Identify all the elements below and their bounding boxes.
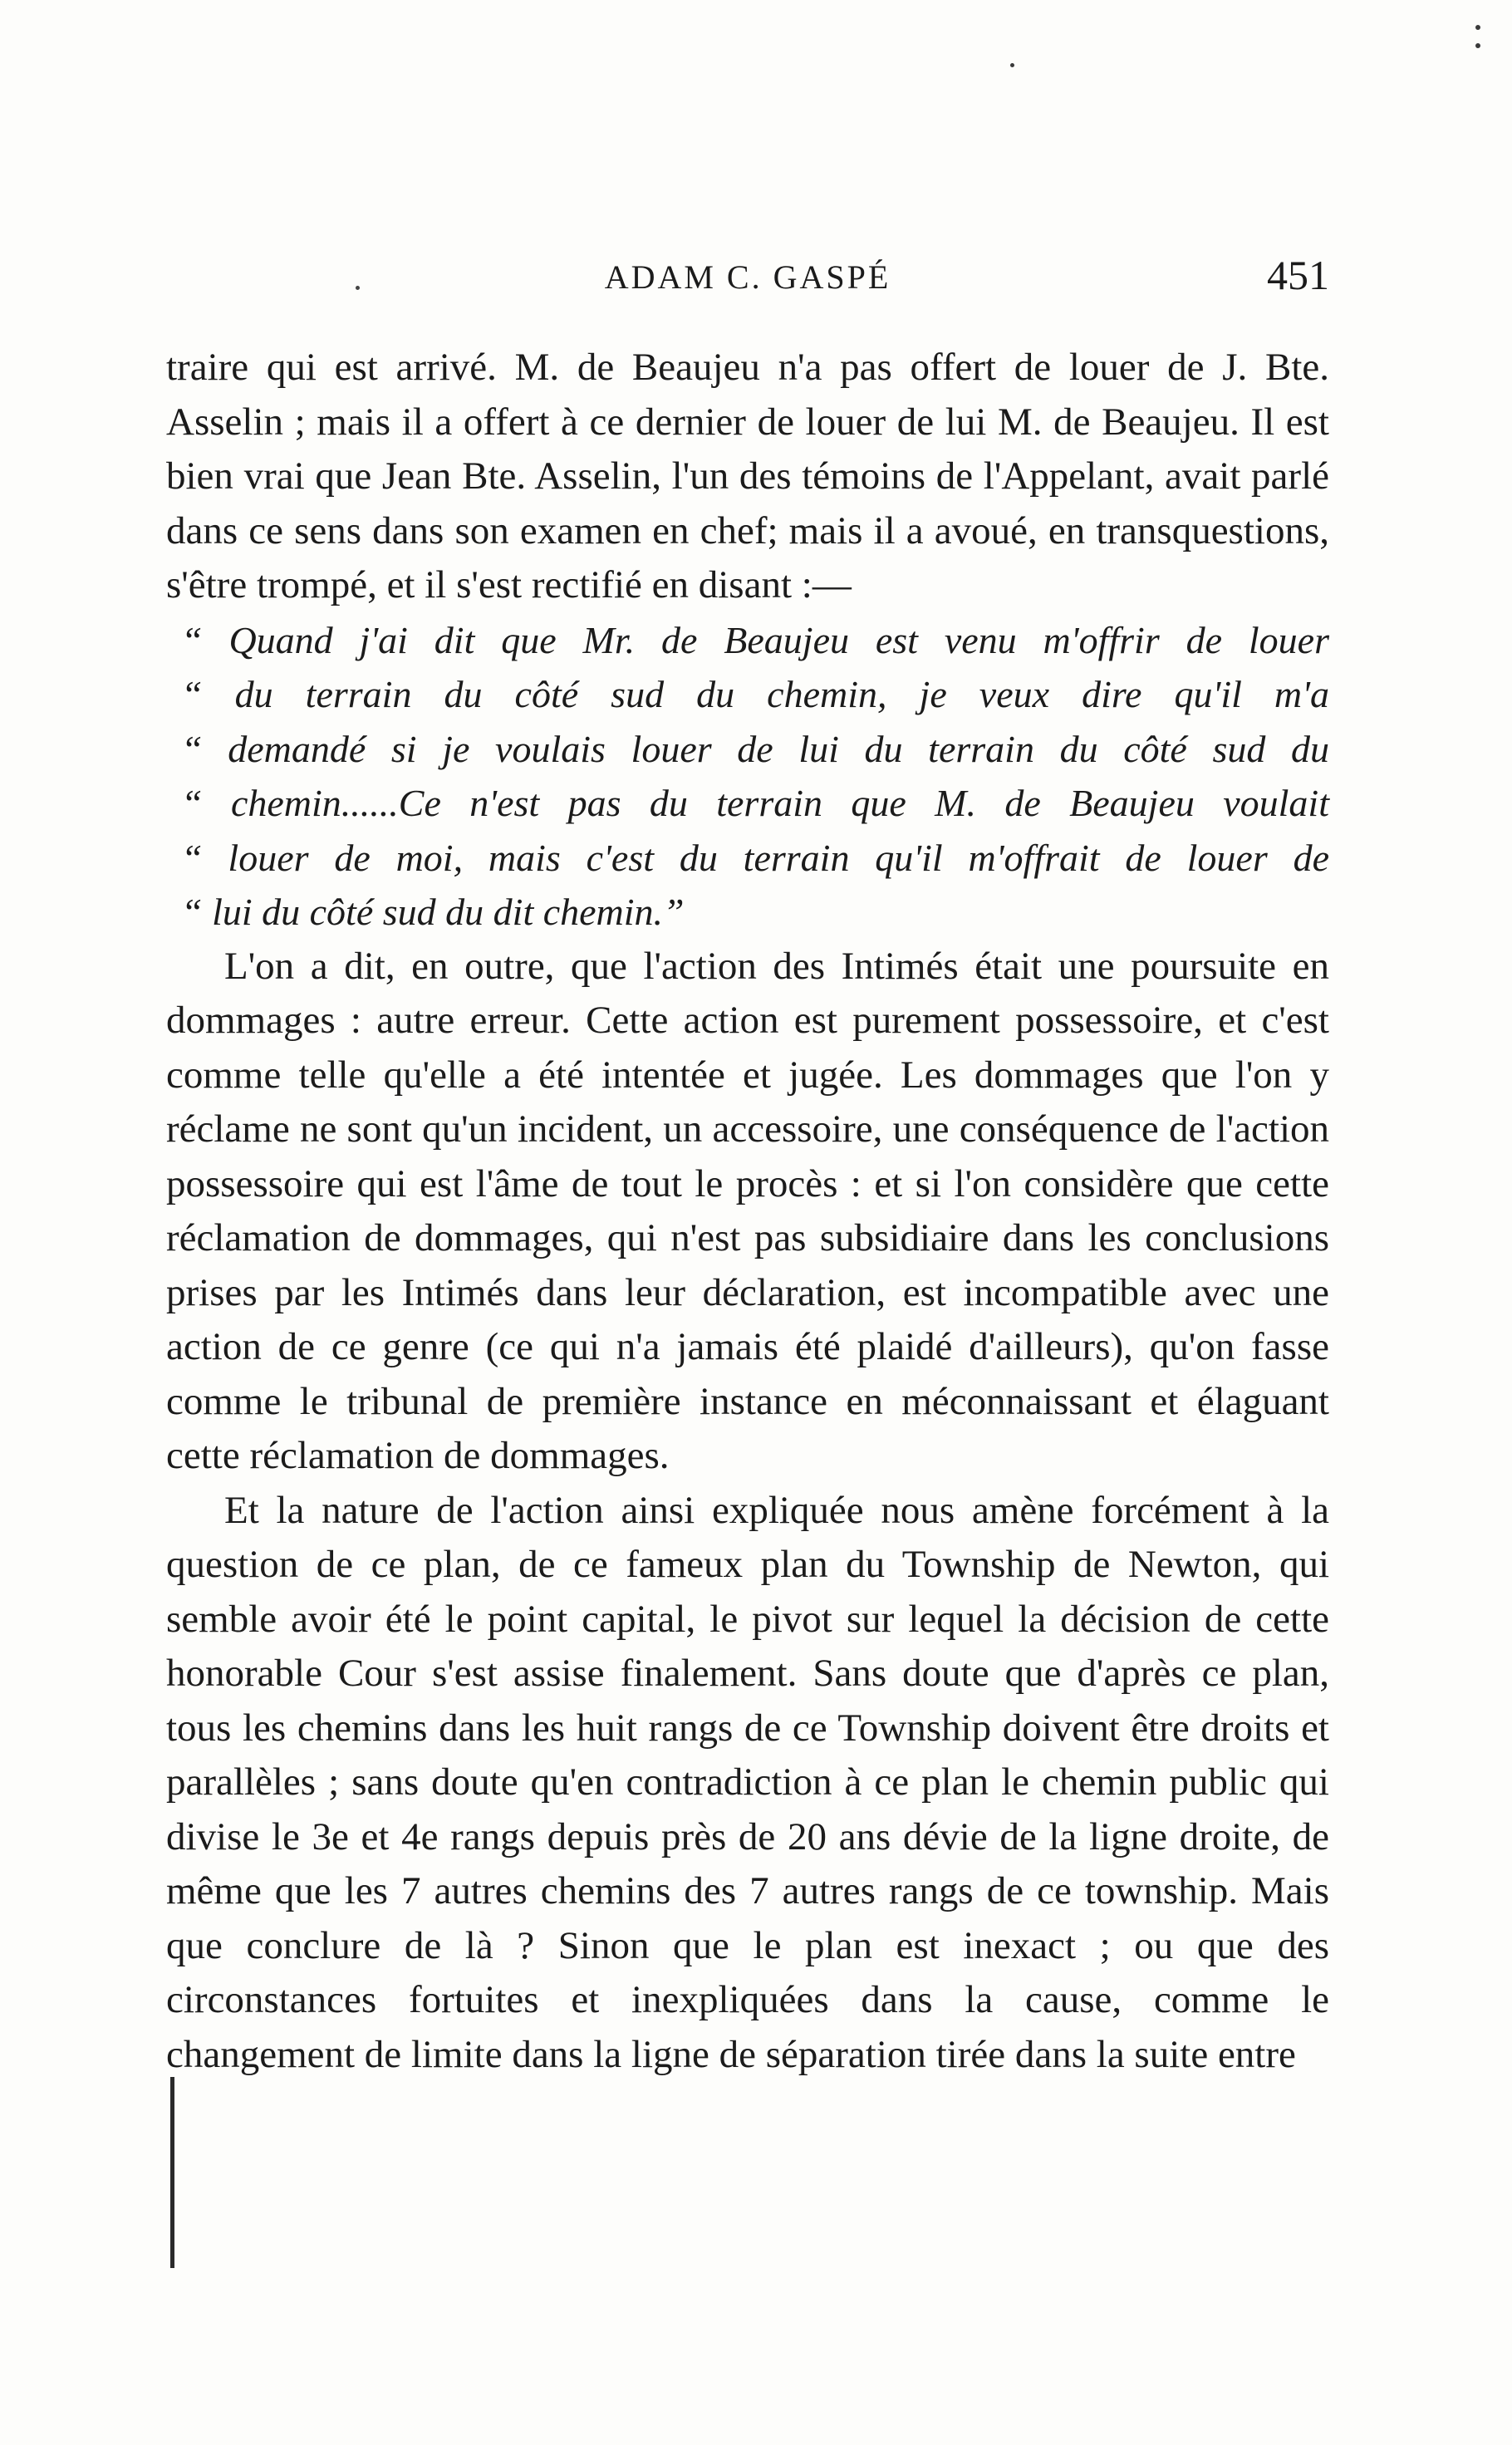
paragraph: traire qui est arrivé. M. de Beaujeu n'a pas offert de louer de J. Bte. Asselin ; mais il a offert à ce dernier de louer de lui M. de Beaujeu. Il est bien vrai que Jean Bte. Asselin, l'un des témoins de l'Appelant, avait parlé dans ce sens dans son examen en chef; mais il a avoué, en transquestions, s'être trompé, et il s'est rectifié en disant :—	[166, 346, 1329, 606]
quote-line: “ Quand j'ai dit que Mr. de Beaujeu est venu m'offrir de louer	[181, 618, 1329, 661]
scan-mark	[1475, 25, 1480, 30]
quote-line: “ lui du côté sud du dit chemin.”	[181, 891, 685, 933]
scan-mark	[1010, 63, 1014, 67]
paragraph: L'on a dit, en outre, que l'action des Intimés était une poursuite en dommages : autre erreur. Cette action est purement possessoire, et c'est comme telle qu'elle a été intentée et jugée. Les dommages que l'on y réclame ne sont qu'un incident, un accessoire, une conséquence de l'action possessoire qui est l'âme de tout le procès : et si l'on considère que cette réclamation de dommages, qui n'est pas subsidiaire dans les conclusions prises par les Intimés dans leur déclaration, est incompatible avec une action de ce genre (ce qui n'a jamais été plaidé d'ailleurs), qu'on fasse comme le tribunal de première instance en méconnaissant et élaguant cette réclamation de dommages.	[166, 944, 1329, 1477]
margin-bar	[170, 2077, 174, 2268]
quote-line: “ louer de moi, mais c'est du terrain qu'il m'offrait de louer de	[181, 836, 1329, 879]
quote-line: “ du terrain du côté sud du chemin, je veux dire qu'il m'a	[181, 673, 1329, 715]
scan-mark	[1475, 43, 1480, 48]
paragraph: Et la nature de l'action ainsi expliquée nous amène forcément à la question de ce plan, de ce fameux plan du Township de Newton, qui semble avoir été le point capital, le pivot sur lequel la décision de cette honorable Cour s'est assise finalement. Sans doute que d'après ce plan, tous les chemins dans les huit rangs de ce Township doivent être droits et parallèles ; sans doute qu'en contradiction à ce plan le chemin public qui divise le 3e et 4e rangs depuis près de 20 ans dévie de la ligne droite, de même que les 7 autres chemins des 7 autres rangs de ce township. Mais que conclure de là ? Sinon que le plan est inexact ; ou que des circonstances fortuites et inexpliquées dans la cause, comme le changement de limite dans la ligne de séparation tirée dans la suite entre	[166, 1488, 1329, 2076]
quotation	[181, 613, 1329, 940]
page-number: 451	[1267, 252, 1329, 298]
quote-line: “ chemin......Ce n'est pas du terrain que M. de Beaujeu voulait	[181, 782, 1329, 824]
quote-line: “ demandé si je voulais louer de lui du terrain du côté sud du	[181, 727, 1329, 770]
page-header	[166, 252, 1329, 307]
body-text	[166, 341, 1329, 2082]
running-head: ADAM C. GASPÉ	[604, 258, 891, 296]
